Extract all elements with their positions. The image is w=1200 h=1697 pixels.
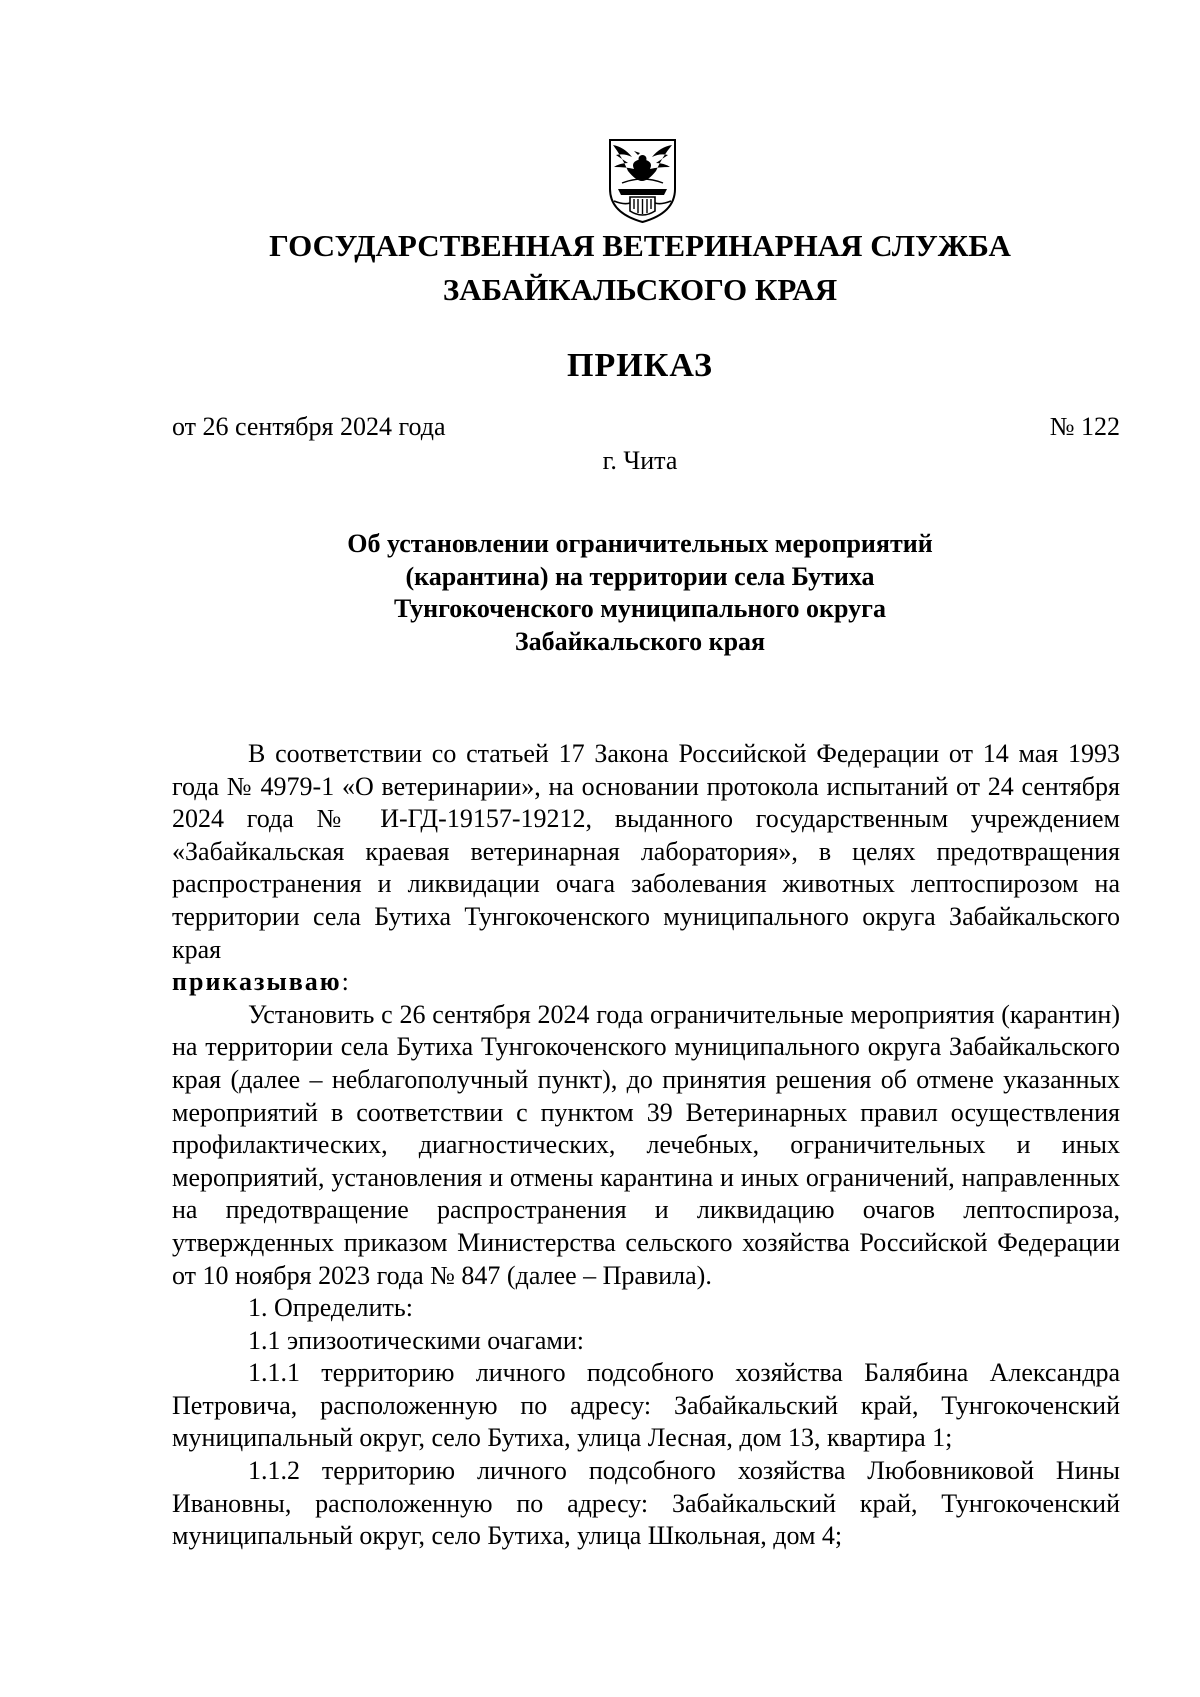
document-type: ПРИКАЗ [567, 347, 713, 384]
preamble-paragraph [172, 738, 1120, 966]
list-item-1: 1. Определить: [248, 1293, 413, 1323]
organization-name [160, 224, 1120, 312]
order-colon: : [341, 967, 349, 997]
list-item-1-1-2: 1.1.2 территорию личного подсобного хозяйства Любовниковой Нины Ивановны, расположенную по адресу: Забайкальский край, Тунгокоченский муниципальный округ, село Бутиха, улица Школьная, дом 4; [172, 1456, 1120, 1551]
document-subject [200, 528, 1080, 658]
document-city: г. Чита [602, 446, 678, 475]
establish-paragraph: Установить с 26 сентября 2024 года ограничительные мероприятия (карантин) на территории села Бутиха Тунгокоченского муниципального округа Забайкальского края (далее – неблагополучный пункт), до принятия решения об отмене указанных мероприятий в соответствии с пунктом 39 Ветеринарных правил осуществления профилактических, диагностических, лечебных, ограничительных и иных мероприятий, установления и отмены карантина и иных ограничений, направленных на предотвращение распространения и ликвидацию очагов лептоспироза, утвержденных приказом Министерства сельского хозяйства Российской Федерации от 10 ноября 2023 года № 847 (далее – Правила). [172, 999, 1120, 1290]
document-body [172, 738, 1120, 1553]
subject-line4: Забайкальского края [514, 626, 766, 656]
order-word-paragraph [172, 966, 1120, 999]
document-number: № 122 [1049, 412, 1120, 441]
organization-name-line1: ГОСУДАРСТВЕННАЯ ВЕТЕРИНАРНАЯ СЛУЖБА [269, 228, 1011, 263]
list-item-1-1-1: 1.1.1 территорию личного подсобного хозяйства Балябина Александра Петровича, расположенную по адресу: Забайкальский край, Тунгокоченский муниципальный округ, село Бутиха, улица Лесная, дом 13, квартира 1; [172, 1358, 1120, 1453]
preamble-text: В соответствии со статьей 17 Закона Российской Федерации от 14 мая 1993 года № 4979-1 «О ветеринарии», на основании протокола испытаний от 24 сентября 2024 года № И-ГД-19157-19212, выданного государственным учреждением «Забайкальская краевая ветеринарная лаборатория», в целях предотвращения распространения и ликвидации очага заболевания животных лептоспирозом на территории села Бутиха Тунгокоченского муниципального округа Забайкальского края [172, 739, 1120, 964]
document-date: от 26 сентября 2024 года [172, 412, 446, 441]
subject-line1: Об установлении ограничительных мероприятий [347, 529, 933, 558]
order-word: приказываю [172, 967, 342, 997]
list-item-1-1: 1.1 эпизоотическими очагами: [248, 1325, 584, 1355]
organization-name-line2: ЗАБАЙКАЛЬСКОГО КРАЯ [442, 272, 838, 307]
subject-line2: (карантина) на территории села Бутиха [405, 561, 875, 591]
subject-line3: Тунгокоченского муниципального округа [394, 594, 886, 623]
coat-of-arms-icon [604, 137, 681, 224]
